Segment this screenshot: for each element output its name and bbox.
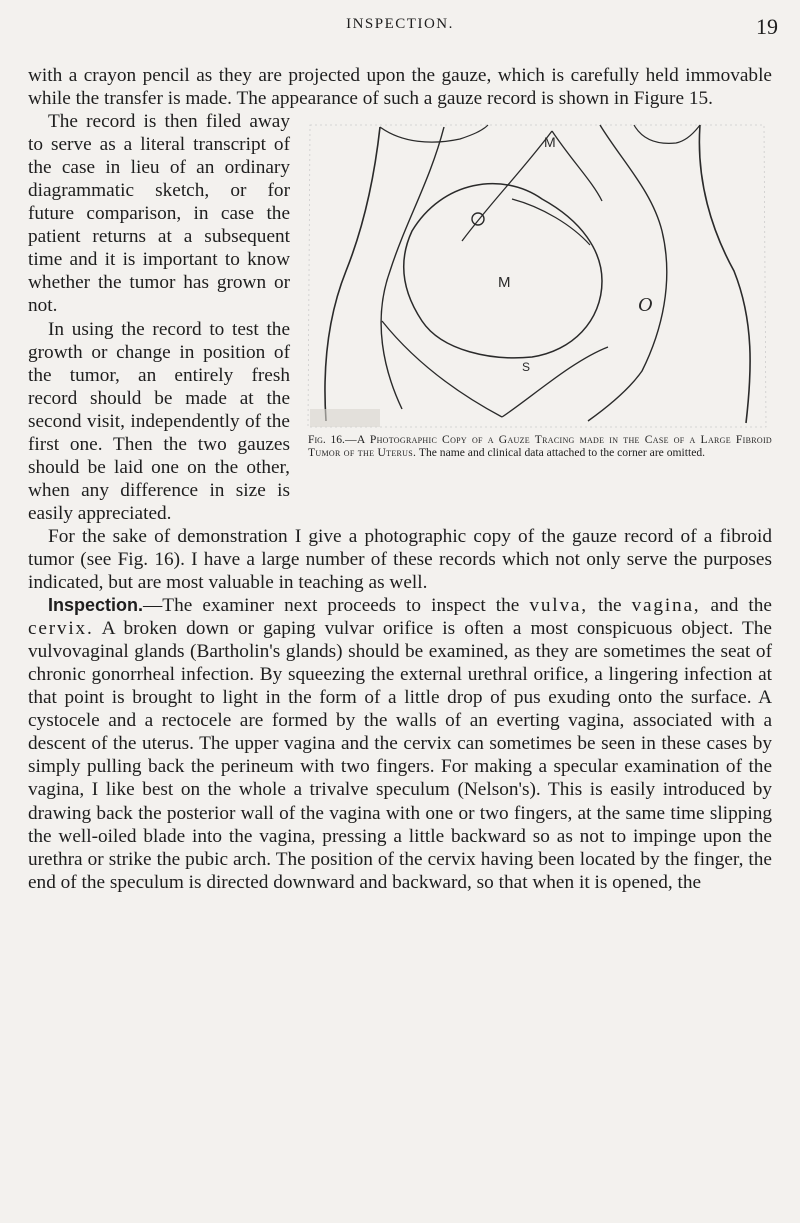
paragraph: The record is then filed away to serve as a literal transcript of the case in lieu of an ordinary diagrammatic sketch, or for future comparison, in case the patient returns at a subsequent time and it is important to know whether the tumor has grown or not. (28, 111, 290, 317)
text-run: The examiner next proceeds to inspect the (162, 595, 530, 617)
spaced-term-vagina: vagina, (631, 595, 701, 617)
spaced-term-vulva: vulva, (529, 595, 588, 617)
figure-number: Fig. 16. (308, 433, 345, 447)
running-title: INSPECTION. (346, 16, 454, 32)
tracing-label-center: M (498, 274, 511, 292)
body-text (28, 64, 772, 894)
tracing-label-top: M (544, 134, 556, 151)
paragraph: For the sake of demonstration I give a photographic copy of the gauze record of a fibroid tumor (see Fig. 16). I have a large number of these records which not only serve the purposes indicated, but are most valuable in teaching as well. (28, 525, 772, 594)
text-run: the (587, 595, 632, 617)
tracing-label-right: O (638, 294, 653, 317)
figure-16 (302, 121, 772, 499)
running-header (0, 14, 800, 42)
paragraph: In using the record to test the growth or change in position of the tumor, an entirely fresh record should be made at the second visit, independently of the first one. Then the two gauzes should be laid one on the other, when any difference in size is easily appreciated. (28, 318, 290, 524)
section-heading: Inspection. (48, 595, 144, 616)
figure-caption (302, 433, 772, 459)
text-run: and the (700, 595, 772, 617)
spaced-term-cervix: cervix. (28, 618, 94, 640)
text-run: A broken down or gaping vulvar orifice is often a most conspicuous object. The vulvovaginal glands (Bartholin's glands) should be examined, as they are sometimes the seat of chronic gonorrheal infection. By squeezing the external urethral orifice, a lingering infection at that point is brought to light in the form of a little drop of pus exuding onto the surface. A cystocele and a rectocele are formed by the walls of an everting vagina, associated with a descent of the uterus. The upper vagina and the cervix can sometimes be seen in these cases by simply pulling back the perineum with two fingers. For making a specular examination of the vagina, I like best on the whole a trivalve speculum (Nelson's). This is easily introduced by drawing back the posterior wall of the vagina with one or two fingers, at the same time slipping the well-oiled blade into the vagina, pressing a little backward so as not to impinge upon the urethra or strike the pubic arch. The position of the cervix having been located by the finger, the end of the speculum is directed downward and backward, so that when it is opened, the (28, 618, 772, 893)
gauze-tracing-photograph (302, 121, 772, 429)
figure-title: —A Photographic Copy of a Gauze Tracing made in the Case of a Large Fibroid Tumor of the Uterus. (308, 433, 772, 460)
paragraph: with a crayon pencil as they are projected upon the gauze, which is carefully held immovable while the transfer is made. The appearance of such a gauze record is shown in Figure 15. (28, 65, 772, 110)
heading-dash: — (143, 595, 163, 617)
page-number: 19 (756, 14, 778, 39)
tracing-label-bottom: S (522, 360, 531, 375)
inspection-paragraph (28, 594, 772, 894)
figure-note: The name and clinical data attached to the corner are omitted. (418, 446, 706, 460)
